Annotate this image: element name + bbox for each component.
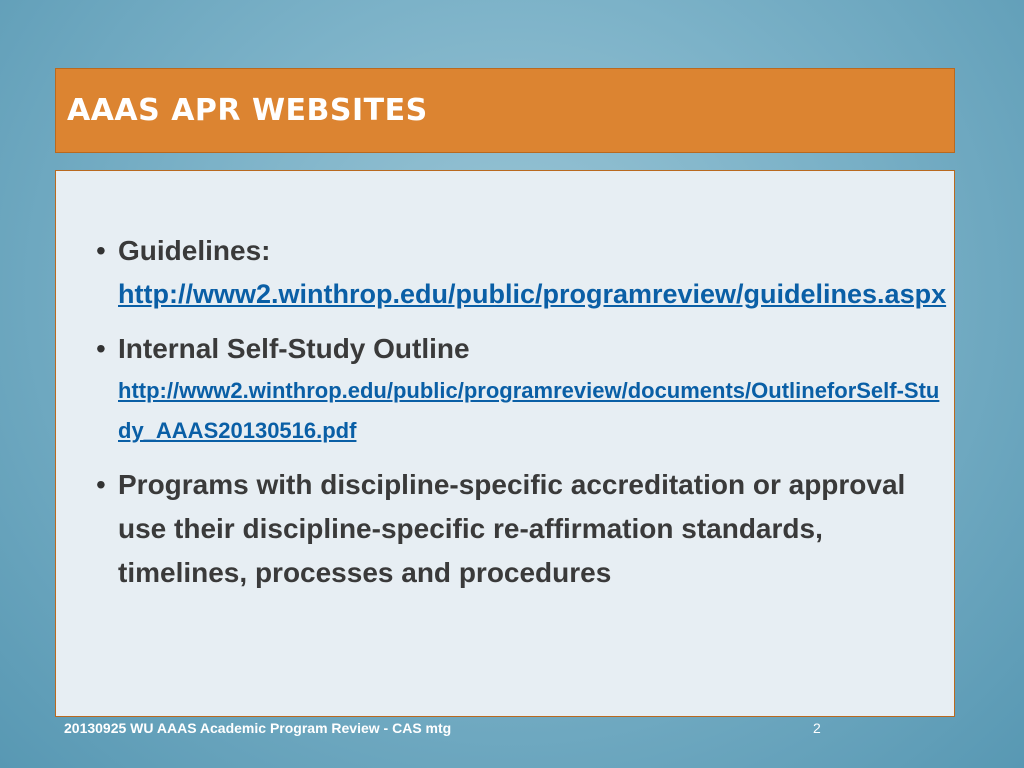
- bullet-accreditation: [96, 463, 946, 595]
- footer-text: 20130925 WU AAAS Academic Program Review - CAS mtg: [64, 720, 452, 736]
- bullet-marker: •: [96, 469, 106, 500]
- bullet-text-accreditation: Programs with discipline-specific accreditation or approval use their discipline-specific re-affirmation standards, timelines, processes and procedures: [118, 469, 906, 588]
- bullet-self-study-outline: [96, 327, 946, 451]
- bullet-marker: •: [96, 235, 106, 266]
- slide-title-bar: [55, 68, 955, 153]
- page-number: 2: [813, 720, 821, 736]
- guidelines-link[interactable]: http://www2.winthrop.edu/public/programreview/guidelines.aspx: [118, 279, 947, 309]
- bullet-label-self-study: Internal Self-Study Outline: [118, 333, 470, 364]
- bullet-label-guidelines: Guidelines:: [118, 235, 271, 266]
- bullet-list: [96, 229, 946, 607]
- self-study-outline-link[interactable]: http://www2.winthrop.edu/public/programreview/documents/OutlineforSelf-Study_AAAS20130516.pdf: [118, 378, 940, 443]
- slide-title: AAAS APR WEBSITES: [67, 93, 428, 128]
- bullet-marker: •: [96, 333, 106, 364]
- slide-content-box: [55, 170, 955, 717]
- bullet-guidelines: [96, 229, 946, 315]
